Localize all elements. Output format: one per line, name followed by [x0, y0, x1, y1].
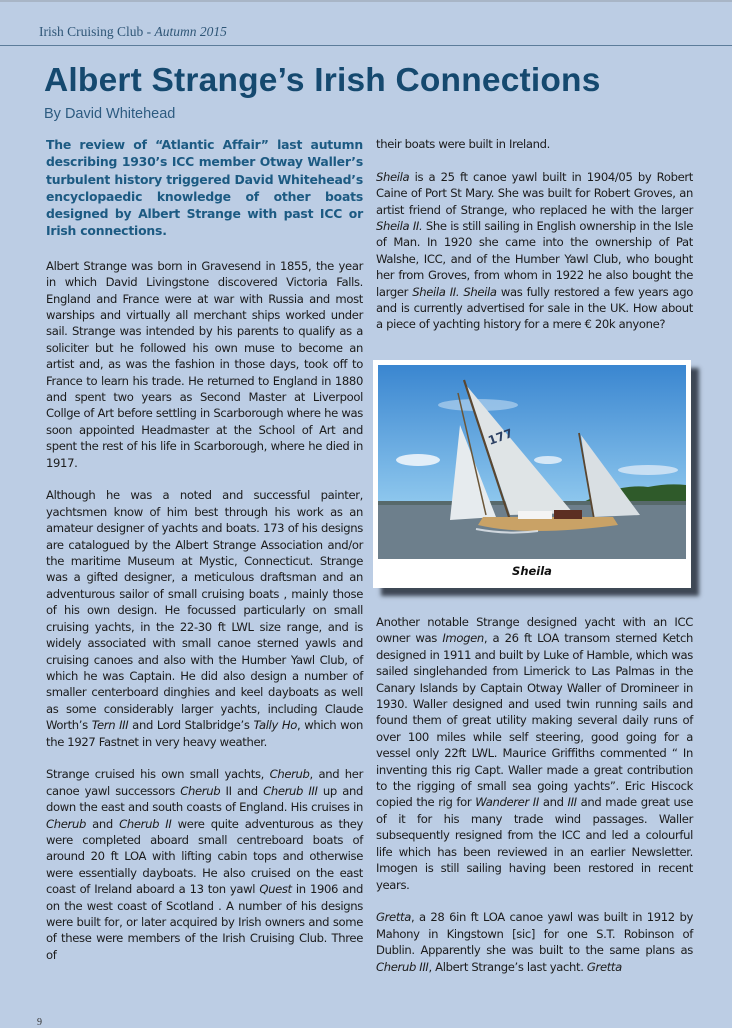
italic-run: Gretta — [376, 910, 411, 925]
intro-paragraph: The review of “Atlantic Affair” last autumn describing 1930’s ICC member Otway Waller’s turbulent history triggered David Whitehead’s encyclopaedic knowledge of other boats designed by Albert Strange with past ICC or Irish connections. — [46, 137, 363, 239]
italic-run: Sheila II. — [376, 219, 423, 234]
text-run: in 1906 and on the west coast of Scotland . A number of his designs were built for, or later acquired by Irish owners and some of these were members of the Irish Cruising Club. Three of — [46, 882, 363, 962]
sailing-yacht-illustration — [378, 365, 686, 559]
text-run: Although he was a noted and successful painter, yachtsmen know of him best through his work as an amateur designer of yachts and boats. 173 of his designs are catalogued by the Albert Strange Association and/or the maritime Museum at Mystic, Connecticut. Strange was a gifted designer, a meticulous draftsman and an adventurous sailor of small cruising boats , mainly those of his own design. He focussed particularly on small cruising yachts, in the 22-30 ft LWL size range, and is widely associated with small canoe sterned yawls and cruising canoes and also with the Humber Yawl Club, of which he was Captain. He did also design a number of smaller centerboard dinghies and keel dayboats as well as some considerably larger yachts, including Claude Worth’s — [46, 488, 363, 733]
italic-run: Quest — [259, 882, 292, 897]
text-run: was fully restored a few years ago and is currently advertised for sale in the UK. How about a piece of yachting history for a mere € 20k anyone? — [376, 284, 694, 332]
text-run: and — [85, 816, 120, 831]
page-number: 9 — [37, 1017, 42, 1028]
italic-run: Cherub II — [119, 816, 172, 831]
body-paragraph — [46, 258, 363, 471]
italic-run: III — [567, 795, 577, 810]
italic-run: Tern III — [91, 718, 129, 733]
right-column-bottom — [376, 614, 693, 991]
body-paragraph — [376, 136, 693, 152]
body-paragraph — [376, 614, 693, 893]
cloud — [396, 454, 440, 466]
text-run: , and her canoe yawl successors — [46, 767, 364, 798]
crew — [554, 510, 582, 519]
text-run: , a 26 ft LOA transom sterned Ketch designed in 1911 and built by Luke of Hamble, which was sailed singlehanded from Limerick to Las Palmas in the Canary Islands by Captain Otway Waller of Dromineer in 1930. Waller designed and used twin running sails and found them of great utility making several daily runs of over 100 miles while self steering, good going for a vessel only 22ft LWL. Maurice Griffiths commented “ In inventing this rig Capt. Waller made a great contribution to the rigging of small sea going yachts”. Eric Hiscock copied the rig for — [376, 631, 694, 810]
italic-run: Sheila II. Sheila — [412, 284, 497, 299]
text-run: Another notable Strange designed yacht with an ICC owner was — [376, 615, 693, 646]
publication-name: Irish Cruising Club - — [39, 24, 155, 39]
italic-run: Wanderer II — [475, 795, 539, 810]
italic-run: Cherub — [180, 783, 221, 798]
running-head — [39, 24, 227, 40]
text-run: is a 25 ft canoe yawl built in 1904/05 by Robert Caine of Port St Mary. She was built for Robert Groves, an artist friend of Strange, who replaced he with the larger — [376, 169, 693, 217]
italic-run: Cherub — [46, 816, 86, 831]
text-run: were quite adventurous as they were completed aboard small centreboard boats of around 20 ft LOA with lifting cabin tops and otherwise were essentially dayboats. He also cruised on the east coast of Ireland aboard a 13 ton yawl — [46, 816, 363, 897]
text-run: Strange cruised his own small yachts, — [46, 767, 270, 782]
text-run: and Lord Stalbridge’s — [128, 718, 254, 733]
right-column-top — [376, 136, 693, 349]
deck-cover — [518, 511, 552, 519]
byline: By David Whitehead — [44, 106, 176, 122]
text-run: and made great use of it for his many trade wind passages. Waller subsequently resigned from the ICC and led a colourful life which has been reviewed in an earlier Newsletter. Imogen is still sailing having been restored in recent years. — [376, 795, 693, 892]
photo-figure — [373, 360, 691, 588]
italic-run: Imogen — [442, 631, 484, 646]
text-run: Albert Strange was born in Gravesend in 1855, the year in which David Livingstone discovered Victoria Falls. England and France were at war with Russia and most warships and virtually all merchant ships worked under sail. Strange was intended by his parents to qualify as a soliciter but he followed his own muse to become an artist and, as was the fashion in those days, took off to France to learn his trade. He returned to England in 1880 and spent two years as Second Master at Liverpool Collge of Art before settling in Scarborough where he was soon appointed Headmaster at the School of Art and spent the rest of his life in Scarborough, where he died in 1917. — [46, 258, 363, 470]
italic-run: Cherub III — [376, 959, 429, 974]
article-title: Albert Strange’s Irish Connections — [44, 62, 601, 99]
italic-run: Tally Ho — [253, 718, 297, 733]
header-rule — [0, 45, 732, 46]
text-run: , which won the 1927 Fastnet in very heavy weather. — [46, 718, 363, 749]
italic-run: Cherub III — [263, 783, 318, 798]
text-run: and — [538, 795, 568, 810]
left-column — [46, 136, 363, 980]
text-run: II and — [220, 783, 264, 798]
sheila-photo — [378, 365, 686, 559]
body-paragraph — [376, 169, 693, 333]
body-paragraph — [46, 766, 363, 963]
cloud — [534, 456, 562, 464]
body-paragraph — [376, 909, 693, 975]
text-run: their boats were built in Ireland. — [376, 137, 550, 151]
italic-run: Cherub — [269, 767, 310, 782]
text-run: , a 28 6in ft LOA canoe yawl was built in 1912 by Mahony in Kingstown [sic] for one S.T. Robinson of Dublin. Apparently she was built to the same plans as — [376, 910, 693, 958]
body-paragraph — [46, 487, 363, 750]
italic-run: Sheila — [376, 169, 410, 184]
italic-run: Gretta — [586, 959, 622, 974]
cloud — [618, 465, 678, 475]
text-run: up and down the east and south coasts of England. His cruises in — [46, 783, 363, 815]
figure-caption: Sheila — [512, 564, 552, 578]
sail-number: 177 — [486, 426, 515, 448]
text-run: , Albert Strange’s last yacht. — [428, 959, 587, 974]
text-run: She is still sailing in English ownership in the Isle of Man. In 1920 she came into the ownership of Pat Walshe, ICC, and of the Humber Yawl Club, who bought her from Groves, from whom in 1922 he also bought the larger — [376, 219, 693, 299]
issue-label: Autumn 2015 — [154, 24, 227, 39]
